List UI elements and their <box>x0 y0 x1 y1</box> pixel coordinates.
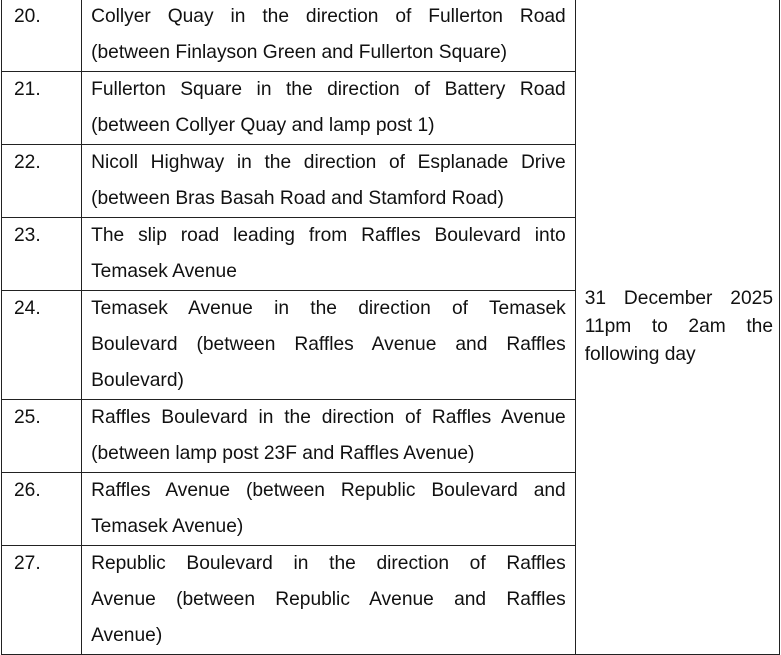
description-line: Avenue) <box>91 625 163 646</box>
row-number: 26. <box>2 473 82 546</box>
road-closure-table <box>1 0 780 655</box>
description-line: (between Finlayson Green and Fullerton Square) <box>91 42 508 63</box>
description-line: Raffles Avenue (between Republic Boulevard and <box>91 480 566 501</box>
row-number: 24. <box>2 291 82 400</box>
description-line: Boulevard) <box>91 370 184 391</box>
road-description <box>82 145 576 218</box>
row-number: 20. <box>2 0 82 72</box>
description-line: (between lamp post 23F and Raffles Avenue) <box>91 443 475 464</box>
table-row <box>2 0 780 72</box>
description-line: (between Collyer Quay and lamp post 1) <box>91 115 435 136</box>
description-line: (between Bras Basah Road and Stamford Road) <box>91 188 504 209</box>
road-description <box>82 400 576 473</box>
closure-hours: 11pm to 2am the <box>584 315 773 337</box>
closure-timing <box>575 0 779 655</box>
description-line: Temasek Avenue) <box>91 516 244 537</box>
road-description <box>82 0 576 72</box>
description-line: Avenue (between Republic Avenue and Raffles <box>91 589 566 610</box>
description-line: Temasek Avenue in the direction of Temasek <box>91 298 566 319</box>
description-line: Temasek Avenue <box>91 261 237 282</box>
road-description <box>82 218 576 291</box>
row-number: 23. <box>2 218 82 291</box>
description-line: Nicoll Highway in the direction of Esplanade Drive <box>91 152 566 173</box>
road-description <box>82 473 576 546</box>
description-line: The slip road leading from Raffles Boulevard into <box>91 225 566 246</box>
road-description <box>82 72 576 145</box>
description-line: Raffles Boulevard in the direction of Raffles Avenue <box>91 407 566 428</box>
description-line: Republic Boulevard in the direction of Raffles <box>91 553 566 574</box>
description-line: Collyer Quay in the direction of Fullerton Road <box>91 6 566 27</box>
road-description <box>82 546 576 655</box>
closure-date: 31 December 2025 <box>584 287 773 309</box>
row-number: 22. <box>2 145 82 218</box>
road-description <box>82 291 576 400</box>
row-number: 25. <box>2 400 82 473</box>
description-line: Fullerton Square in the direction of Battery Road <box>91 79 566 100</box>
row-number: 27. <box>2 546 82 655</box>
closure-hours-tail: following day <box>584 343 696 365</box>
row-number: 21. <box>2 72 82 145</box>
description-line: Boulevard (between Raffles Avenue and Raffles <box>91 334 566 355</box>
